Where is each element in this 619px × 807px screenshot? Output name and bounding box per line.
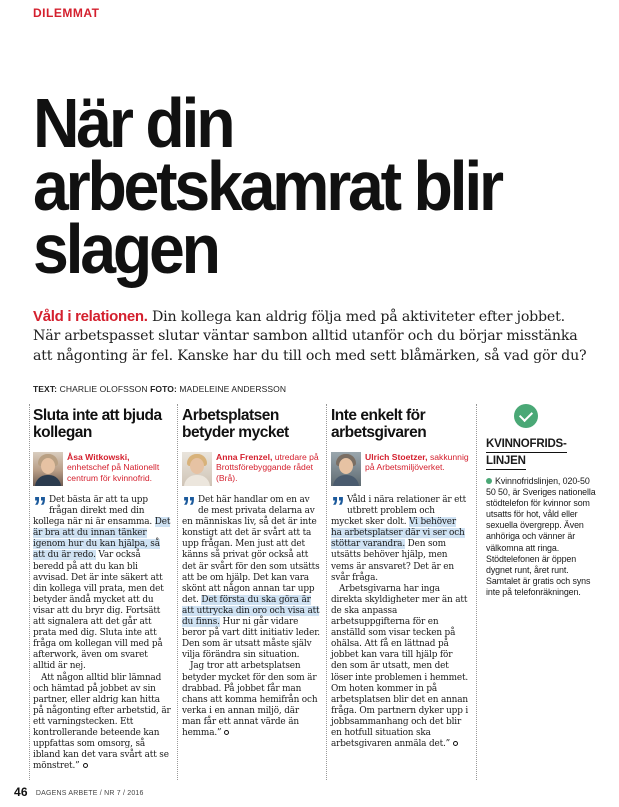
column-title: Inte enkelt för arbetsgivaren (331, 407, 427, 441)
lead-kicker: Våld i relationen. (33, 308, 148, 325)
lead-text: Din kollega kan aldrig följa med på aktiviteter efter jobbet. När arbetspasset slutar väntar sambon alltid utanför och du börjar misstänka att någonting är fel. Kanske har du till och med sett blåmärken, så vad gör du? (33, 309, 587, 364)
end-mark-icon (224, 730, 229, 735)
end-mark-icon (83, 763, 88, 768)
body-text: Det bästa är att ta upp frågan direkt med din kollega när ni är ensamma. (33, 495, 155, 528)
column-body (182, 491, 320, 739)
section-label: DILEMMAT (33, 6, 100, 20)
article-column-3 (331, 404, 469, 750)
expert-description (365, 452, 469, 490)
expert-description (216, 452, 320, 490)
expert-role: utredare på Brottsförebyggande rådet (Brå). (216, 452, 319, 483)
body-text: Arbetsgivarna har inga direkta skyldigheter mer än att de ska anpassa arbetsuppgifterna för en anställd som visar tecken på ohälsa. Att få en lättnad på jobbet kan vara till hjälp för den som är utsatt, men det löser inte problemen i hemmet. Om hoten kommer in på arbetsplatsen blir det en annan fråga. Om partnern dyker upp i jobbsammanhang och det blir en hotfull situation ska arbetsgivaren anmäla det.” (331, 583, 469, 750)
lead-paragraph (33, 307, 588, 366)
credit-photo-label: FOTO: (150, 384, 177, 394)
expert-byline (33, 452, 171, 490)
expert-byline (182, 452, 320, 490)
sidebar-title (486, 436, 598, 470)
bullet-icon (486, 478, 492, 484)
expert-role: sakkunnig på Arbetsmiljöverket. (365, 452, 469, 473)
portrait-image (182, 452, 212, 486)
body-text: Hur ni går vidare beror på vart ditt initiativ leder. Den som är utsatt måste själv vilja förändra sin situation. (182, 617, 320, 661)
sidebar-title-line-2: LINJEN (486, 454, 526, 470)
body-text: Våld i nära relationer är ett utbrett problem och mycket sker dolt. (331, 495, 467, 528)
column-divider (326, 404, 327, 780)
highlighted-text: Det första du ska göra är att uttrycka din oro och visa att du finns. (182, 594, 320, 628)
quote-mark-icon: ” (331, 491, 343, 522)
column-body (331, 491, 469, 750)
expert-name: Åsa Witkowski, (67, 452, 130, 462)
article-column-2 (182, 404, 320, 739)
sidebar-text (486, 476, 598, 598)
quote-mark-icon: ” (33, 491, 45, 522)
credit-text-name: CHARLIE OLOFSSON (59, 384, 148, 394)
page-footer (14, 785, 144, 799)
body-text: Att någon alltid blir lämnad och hämtad på jobbet av sin partner, eller aldrig kan hitta på någonting efter arbetstid, är ett varningstecken. Ett kontrollerande beteende kan uppfattas som omsorg, så ibland kan det vara svårt att se mönstret.” (33, 672, 171, 772)
column-title: Arbetsplatsen betyder mycket (182, 407, 289, 441)
credit-photo-name: MADELEINE ANDERSSON (179, 384, 287, 394)
body-text: Den som utsätts behöver hjälp, men vems är ansvaret? Det är en svår fråga. (331, 539, 454, 583)
column-title: Sluta inte att bjuda kollegan (33, 407, 162, 441)
expert-byline (331, 452, 469, 490)
quote-mark-icon: ” (182, 491, 194, 522)
sidebar-info-box (486, 404, 598, 598)
portrait-image (331, 452, 361, 486)
highlighted-text: Vi behöver ha arbetsplatser där vi ser och stöttar varandra. (331, 517, 465, 550)
sidebar-body: Kvinnofridslinjen, 020-50 50 50, är Sveriges nationella stödtelefon för kvinnor som utsatts för hot, våld eller sexuella övergrepp. Även anhöriga och vänner är välkomna att ringa. Stödtelefonen är öppen dygnet runt, året runt. Samtalet är gratis och syns inte på telefonräkningen. (486, 476, 596, 597)
expert-name: Anna Frenzel, (216, 452, 273, 462)
article-column-1 (33, 404, 171, 772)
column-divider (29, 404, 30, 780)
end-mark-icon (453, 741, 458, 746)
highlighted-text: Det är bra att du innan tänker igenom hur du kan hjälpa, så att du är redo. (33, 517, 171, 561)
expert-role: enhetschef på Nationellt centrum för kvinnofrid. (67, 462, 160, 483)
expert-description (67, 452, 171, 490)
column-body (33, 491, 171, 772)
credits (33, 384, 286, 394)
body-text: Var också beredd på att du kan bli avvisad. Det är inte säkert att din kollega vill prata, men det betyder ändå mycket att du visar att du bryr dig. Fortsätt att signalera att det går att prata med dig. Sluta inte att fråga om kollegan vill med på afterwork, även om svaret alltid är nej. (33, 550, 164, 672)
sidebar-title-line-1: KVINNOFRIDS- (486, 437, 567, 453)
page-number: 46 (14, 785, 28, 799)
body-text: Jag tror att arbetsplatsen betyder mycket för den som är drabbad. På jobbet får man chans att komma hemifrån och verka i en annan miljö, där man får ett annat värde än hemma.” (182, 661, 318, 738)
column-divider (177, 404, 178, 780)
expert-name: Ulrich Stoetzer, (365, 452, 428, 462)
headline: När din arbetskamrat blir slagen (33, 84, 501, 288)
check-icon (514, 404, 538, 428)
column-divider (476, 404, 477, 780)
footer-text: DAGENS ARBETE / NR 7 / 2016 (35, 790, 144, 797)
body-text: Det här handlar om en av de mest privata delarna av en människas liv, så det är inte konstigt att det är svårt att ta upp frågan. Men just att det känns så privat gör också att det är svårt för den som utsätts att be om hjälp. Det kan vara skönt att någon annan tar upp det. (182, 495, 320, 605)
credit-text-label: TEXT: (33, 384, 58, 394)
portrait-image (33, 452, 63, 486)
